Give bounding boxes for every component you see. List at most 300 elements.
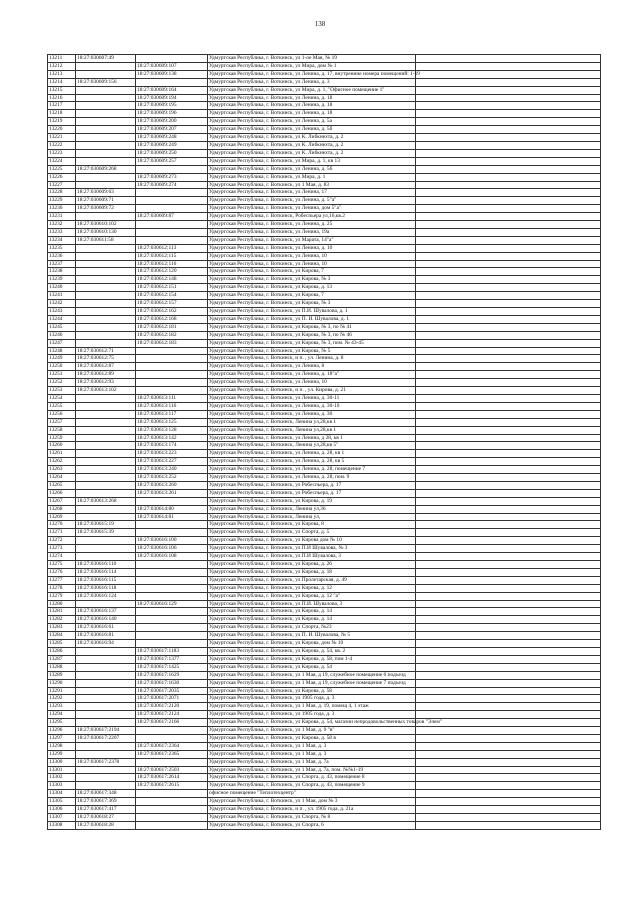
land-cadastral-number-cell — [76, 489, 136, 497]
table-row — [48, 647, 601, 655]
object-cadastral-number-cell — [136, 363, 208, 371]
row-number-cell: 13254 — [48, 394, 76, 402]
row-number-cell: 13240 — [48, 284, 76, 292]
table-row — [48, 774, 601, 782]
note-cell — [416, 608, 601, 616]
table-row — [48, 719, 601, 727]
address-cell: Удмуртская Республика, г. Воткинск, ул Ленина, 8 — [208, 363, 416, 371]
object-cadastral-number-cell — [136, 379, 208, 387]
address-cell: Удмуртская Республика, г. Воткинск, ул Робеспьера, д. 17 — [208, 481, 416, 489]
note-cell — [416, 727, 601, 735]
address-cell: офисное помещение "Теплотехцентр" — [208, 790, 416, 798]
object-cadastral-number-cell: 18:27:030617:2503 — [136, 766, 208, 774]
address-cell: Удмуртская Республика, г. Воткинск, ул Кирова, д. 19 — [208, 497, 416, 505]
row-number-cell: 13306 — [48, 806, 76, 814]
note-cell — [416, 766, 601, 774]
address-cell: Удмуртская Республика, г. Воткинск, ул П. И. Шувалова, д. 1 — [208, 315, 416, 323]
note-cell — [416, 663, 601, 671]
land-cadastral-number-cell: 18:27:030611:58 — [76, 236, 136, 244]
object-cadastral-number-cell: 18:27:030617:2035 — [136, 687, 208, 695]
object-cadastral-number-cell — [136, 78, 208, 86]
table-row — [48, 315, 601, 323]
object-cadastral-number-cell: 18:27:030609:250 — [136, 149, 208, 157]
object-cadastral-number-cell — [136, 608, 208, 616]
table-row — [48, 687, 601, 695]
land-cadastral-number-cell — [76, 300, 136, 308]
row-number-cell: 13301 — [48, 766, 76, 774]
table-row — [48, 213, 601, 221]
row-number-cell: 13272 — [48, 537, 76, 545]
row-number-cell: 13237 — [48, 260, 76, 268]
address-cell: Удмуртская Республика, г. Воткинск, ул Мира, д. 1, кв 13 — [208, 157, 416, 165]
address-cell: Удмуртская Республика, г. Воткинск, ул Ленина, д. 25 — [208, 221, 416, 229]
land-cadastral-number-cell — [76, 687, 136, 695]
row-number-cell: 13282 — [48, 616, 76, 624]
table-row — [48, 126, 601, 134]
note-cell — [416, 750, 601, 758]
row-number-cell: 13308 — [48, 821, 76, 829]
note-cell — [416, 553, 601, 561]
address-cell: Удмуртская Республика, г. Воткинск, ул К. Либкнехта, д. 2 — [208, 141, 416, 149]
object-cadastral-number-cell: 18:27:030612:168 — [136, 315, 208, 323]
object-cadastral-number-cell — [136, 228, 208, 236]
land-cadastral-number-cell — [76, 679, 136, 687]
table-row — [48, 363, 601, 371]
row-number-cell: 13227 — [48, 181, 76, 189]
row-number-cell: 13251 — [48, 371, 76, 379]
object-cadastral-number-cell: 18:27:030612:115 — [136, 252, 208, 260]
table-row — [48, 181, 601, 189]
object-cadastral-number-cell: 18:27:030612:182 — [136, 331, 208, 339]
note-cell — [416, 284, 601, 292]
address-cell: Удмуртская Республика, г. Воткинск, ул Ленина, д. 5"а" — [208, 197, 416, 205]
note-cell — [416, 821, 601, 829]
table-row — [48, 268, 601, 276]
land-cadastral-number-cell — [76, 719, 136, 727]
note-cell — [416, 292, 601, 300]
address-cell: Удмуртская Республика, г. Воткинск, ул Ленина, д. 5б — [208, 126, 416, 134]
object-cadastral-number-cell — [136, 568, 208, 576]
table-row — [48, 640, 601, 648]
address-cell: Удмуртская Республика, г. Воткинск, ул Кирова, № 3, пом. № 43-45 — [208, 339, 416, 347]
table-row — [48, 244, 601, 252]
row-number-cell: 13287 — [48, 655, 76, 663]
address-cell: Удмуртская Республика, г. Воткинск, ул Мира, д. 1 — [208, 173, 416, 181]
table-row — [48, 458, 601, 466]
address-cell: Удмуртская Республика, г. Воткинск, ул Кирова, д. 58 — [208, 687, 416, 695]
object-cadastral-number-cell — [136, 236, 208, 244]
object-cadastral-number-cell: 18:27:030612:148 — [136, 276, 208, 284]
land-cadastral-number-cell: 18:27:030617:348 — [76, 790, 136, 798]
note-cell — [416, 165, 601, 173]
land-cadastral-number-cell — [76, 442, 136, 450]
table-row — [48, 608, 601, 616]
address-cell: Удмуртская Республика, г. Воткинск, ул Ленина, д. 28, пом. 9 — [208, 474, 416, 482]
row-number-cell: 13229 — [48, 197, 76, 205]
address-cell: Удмуртская Республика, г. Воткинск, ул Кирова, д. 58, пом 1-4 — [208, 655, 416, 663]
row-number-cell: 13252 — [48, 379, 76, 387]
note-cell — [416, 410, 601, 418]
object-cadastral-number-cell — [136, 197, 208, 205]
table-row — [48, 157, 601, 165]
note-cell — [416, 568, 601, 576]
address-cell: Удмуртская Республика, г. Воткинск, ул Марата, 14"а" — [208, 236, 416, 244]
table-row — [48, 505, 601, 513]
address-cell: Удмуртская Республика, г. Воткинск, ул Ленина, д. 30-10 — [208, 402, 416, 410]
object-cadastral-number-cell: 18:27:030614:81 — [136, 513, 208, 521]
note-cell — [416, 394, 601, 402]
object-cadastral-number-cell: 18:27:030616:108 — [136, 553, 208, 561]
row-number-cell: 13219 — [48, 118, 76, 126]
land-cadastral-number-cell: 18:27:030609:268 — [76, 165, 136, 173]
land-cadastral-number-cell — [76, 695, 136, 703]
note-cell — [416, 624, 601, 632]
land-cadastral-number-cell — [76, 157, 136, 165]
land-cadastral-number-cell — [76, 292, 136, 300]
object-cadastral-number-cell: 18:27:030616:129 — [136, 600, 208, 608]
table-row — [48, 758, 601, 766]
row-number-cell: 13290 — [48, 679, 76, 687]
land-cadastral-number-cell — [76, 339, 136, 347]
note-cell — [416, 213, 601, 221]
row-number-cell: 13222 — [48, 141, 76, 149]
land-cadastral-number-cell — [76, 141, 136, 149]
table-row — [48, 766, 601, 774]
table-row — [48, 371, 601, 379]
object-cadastral-number-cell — [136, 806, 208, 814]
note-cell — [416, 521, 601, 529]
row-number-cell: 13246 — [48, 331, 76, 339]
table-row — [48, 165, 601, 173]
note-cell — [416, 647, 601, 655]
object-cadastral-number-cell: 18:27:030609:249 — [136, 141, 208, 149]
land-cadastral-number-cell: 18:27:030612:75 — [76, 355, 136, 363]
note-cell — [416, 458, 601, 466]
address-cell: Удмуртская Республика, г. Воткинск, ул Кирова, д. 58 в — [208, 734, 416, 742]
object-cadastral-number-cell: 18:27:030609:87 — [136, 213, 208, 221]
note-cell — [416, 62, 601, 70]
land-cadastral-number-cell: 18:27:030617:369 — [76, 798, 136, 806]
land-cadastral-number-cell: 18:27:030607:49 — [76, 55, 136, 63]
row-number-cell: 13288 — [48, 663, 76, 671]
land-cadastral-number-cell — [76, 513, 136, 521]
row-number-cell: 13277 — [48, 576, 76, 584]
note-cell — [416, 711, 601, 719]
note-cell — [416, 70, 601, 78]
object-cadastral-number-cell: 18:27:030613:240 — [136, 466, 208, 474]
note-cell — [416, 497, 601, 505]
note-cell — [416, 782, 601, 790]
table-row — [48, 323, 601, 331]
note-cell — [416, 268, 601, 276]
address-cell: Удмуртская Республика, г. Воткинск, ул Кирова, д. 54, магазин непродовольственных товаров "Элем" — [209, 719, 443, 726]
table-row — [48, 134, 601, 142]
object-cadastral-number-cell — [136, 529, 208, 537]
address-cell: Удмуртская Республика, г. Воткинск, ул Кирова, № 5 — [208, 347, 416, 355]
row-number-cell: 13273 — [48, 545, 76, 553]
object-cadastral-number-cell — [136, 790, 208, 798]
row-number-cell: 13218 — [48, 110, 76, 118]
table-row — [48, 537, 601, 545]
land-cadastral-number-cell: 18:27:030610:130 — [76, 228, 136, 236]
land-cadastral-number-cell — [76, 213, 136, 221]
row-number-cell: 13292 — [48, 695, 76, 703]
table-row — [48, 402, 601, 410]
row-number-cell: 13289 — [48, 671, 76, 679]
note-cell — [416, 481, 601, 489]
note-cell — [416, 157, 601, 165]
land-cadastral-number-cell: 18:27:030618:27 — [76, 814, 136, 822]
row-number-cell: 13293 — [48, 703, 76, 711]
address-cell: Удмуртская Республика, г. Воткинск, ул Кирова, № 3 — [208, 300, 416, 308]
land-cadastral-number-cell — [76, 331, 136, 339]
land-cadastral-number-cell: 18:27:030613:268 — [76, 497, 136, 505]
row-number-cell: 13242 — [48, 300, 76, 308]
note-cell — [416, 55, 601, 63]
row-number-cell: 13269 — [48, 513, 76, 521]
object-cadastral-number-cell: 18:27:030612:151 — [136, 284, 208, 292]
table-row — [48, 806, 601, 814]
address-cell: Удмуртская Республика, г. Воткинск, ул Кирова, д. 26 — [208, 561, 416, 569]
row-number-cell: 13278 — [48, 584, 76, 592]
table-row — [48, 418, 601, 426]
land-cadastral-number-cell: 18:27:030615:39 — [76, 529, 136, 537]
table-row — [48, 600, 601, 608]
object-cadastral-number-cell: 18:27:030613:128 — [136, 426, 208, 434]
land-cadastral-number-cell: 18:27:030612:89 — [76, 371, 136, 379]
object-cadastral-number-cell: 18:27:030609:257 — [136, 157, 208, 165]
address-cell: Удмуртская Республика, г. Воткинск, ул Ленина, д. 30 — [208, 410, 416, 418]
row-number-cell: 13285 — [48, 640, 76, 648]
land-cadastral-number-cell: 18:27:030609:72 — [76, 205, 136, 213]
object-cadastral-number-cell: 18:27:030609:274 — [136, 181, 208, 189]
row-number-cell: 13270 — [48, 521, 76, 529]
row-number-cell: 13263 — [48, 466, 76, 474]
address-cell: Удмуртская Республика, г. Воткинск, ул П.И. Шувалова, 3 — [208, 600, 416, 608]
address-cell: Удмуртская Республика, г. Воткинск, ул Ленина, д. 10 — [208, 244, 416, 252]
row-number-cell: 13297 — [48, 734, 76, 742]
table-row — [48, 94, 601, 102]
note-cell — [416, 466, 601, 474]
table-row — [48, 55, 601, 63]
note-cell — [416, 126, 601, 134]
row-number-cell: 13225 — [48, 165, 76, 173]
address-cell: Удмуртская Республика, г. Воткинск, ул Ленина, д. 18"а" — [208, 371, 416, 379]
row-number-cell: 13265 — [48, 481, 76, 489]
row-number-cell: 13226 — [48, 173, 76, 181]
table-row — [48, 790, 601, 798]
address-cell: Удмуртская Республика, г. Воткинск, ул Кирова, № 3, по № 46 — [208, 331, 416, 339]
table-row — [48, 521, 601, 529]
land-cadastral-number-cell — [76, 173, 136, 181]
object-cadastral-number-cell: 18:27:030617:1629 — [136, 671, 208, 679]
address-cell: Удмуртская Республика, г. Воткинск, ул Кирова, 7 — [208, 292, 416, 300]
land-cadastral-number-cell: 18:27:030613:102 — [76, 387, 136, 395]
object-cadastral-number-cell: 18:27:030617:2166 — [136, 719, 208, 727]
row-number-cell: 13283 — [48, 624, 76, 632]
land-cadastral-number-cell: 18:27:030616:140 — [76, 616, 136, 624]
object-cadastral-number-cell: 18:27:030613:260 — [136, 481, 208, 489]
note-cell — [416, 584, 601, 592]
note-cell — [416, 402, 601, 410]
note-cell — [416, 640, 601, 648]
note-cell — [416, 102, 601, 110]
row-number-cell: 13250 — [48, 363, 76, 371]
row-number-cell: 13215 — [48, 86, 76, 94]
object-cadastral-number-cell: 18:27:030617:1425 — [136, 663, 208, 671]
land-cadastral-number-cell — [76, 410, 136, 418]
row-number-cell: 13228 — [48, 189, 76, 197]
note-cell — [416, 600, 601, 608]
land-cadastral-number-cell — [76, 537, 136, 545]
object-cadastral-number-cell — [136, 347, 208, 355]
row-number-cell: 13302 — [48, 774, 76, 782]
table-row — [48, 86, 601, 94]
land-cadastral-number-cell: 18:27:030616:94 — [76, 640, 136, 648]
row-number-cell: 13221 — [48, 134, 76, 142]
address-cell: Удмуртская Республика, г. Воткинск, ул Кирова дом № 10 — [208, 537, 416, 545]
land-cadastral-number-cell: 18:27:030609:156 — [76, 78, 136, 86]
address-cell: Удмуртская Республика, г. Воткинск, ул Робеспьера, д. 17 — [208, 489, 416, 497]
row-number-cell: 13260 — [48, 442, 76, 450]
land-cadastral-number-cell: 18:27:030617:417 — [76, 806, 136, 814]
object-cadastral-number-cell — [136, 387, 208, 395]
address-cell: Удмуртская Республика, г. Воткинск, ул Ленина, дом 5"а" — [208, 205, 416, 213]
land-cadastral-number-cell — [76, 308, 136, 316]
land-cadastral-number-cell — [76, 252, 136, 260]
address-cell: Удмуртская Республика, г. Воткинск, ул Кирова, д. 14 — [208, 608, 416, 616]
note-cell — [416, 695, 601, 703]
row-number-cell: 13305 — [48, 798, 76, 806]
land-cadastral-number-cell — [76, 458, 136, 466]
row-number-cell: 13236 — [48, 252, 76, 260]
table-row — [48, 679, 601, 687]
table-row — [48, 632, 601, 640]
address-cell: Удмуртская Республика, г. Воткинск, ул Ленина, д. 28, кв 5 — [208, 458, 416, 466]
object-cadastral-number-cell — [136, 584, 208, 592]
land-cadastral-number-cell: 18:27:030616:124 — [76, 592, 136, 600]
land-cadastral-number-cell: 18:27:030616:114 — [76, 568, 136, 576]
land-cadastral-number-cell — [76, 466, 136, 474]
row-number-cell: 13284 — [48, 632, 76, 640]
row-number-cell: 13239 — [48, 276, 76, 284]
row-number-cell: 13257 — [48, 418, 76, 426]
object-cadastral-number-cell: 18:27:030609:200 — [136, 118, 208, 126]
address-cell: Удмуртская Республика, г. Воткинск, ул Ленина, 10 — [208, 260, 416, 268]
note-cell — [416, 687, 601, 695]
address-cell: Удмуртская Республика, г. Воткинск, ул 1 Мая, д. 9 "в" — [208, 727, 416, 735]
row-number-cell: 13276 — [48, 568, 76, 576]
table-row — [48, 513, 601, 521]
row-number-cell: 13232 — [48, 221, 76, 229]
table-row — [48, 814, 601, 822]
address-cell: Удмуртская Республика, г. Воткинск, ул Пролетарская, д. 49 — [208, 576, 416, 584]
row-number-cell: 13249 — [48, 355, 76, 363]
land-cadastral-number-cell: 18:27:030617:2378 — [76, 758, 136, 766]
object-cadastral-number-cell — [136, 165, 208, 173]
land-cadastral-number-cell — [76, 742, 136, 750]
note-cell — [416, 719, 601, 727]
land-cadastral-number-cell — [76, 434, 136, 442]
note-cell — [416, 118, 601, 126]
address-cell: Удмуртская Республика, г. Воткинск, ул Кирова, д. 14 — [208, 616, 416, 624]
note-cell — [416, 561, 601, 569]
address-cell: Удмуртская Республика, г. Воткинск, ул Кирова, 8 — [208, 521, 416, 529]
address-cell: Удмуртская Республика, г. Воткинск, ул 1 Мая, д. 3 — [208, 750, 416, 758]
table-row — [48, 70, 601, 78]
address-cell: Удмуртская Республика, г. Воткинск, ул Ленина, д. 28, кв 1 — [208, 450, 416, 458]
table-row — [48, 734, 601, 742]
address-cell: Удмуртская Республика, г. Воткинск, ул 1 Мая, д 19, служебное помещение 7 подъезд — [208, 679, 416, 687]
object-cadastral-number-cell: 18:27:030616:100 — [136, 537, 208, 545]
note-cell — [416, 806, 601, 814]
object-cadastral-number-cell — [136, 758, 208, 766]
table-row — [48, 671, 601, 679]
note-cell — [416, 363, 601, 371]
table-row — [48, 331, 601, 339]
table-row — [48, 252, 601, 260]
land-cadastral-number-cell — [76, 655, 136, 663]
object-cadastral-number-cell — [136, 561, 208, 569]
address-cell: Удмуртская Республика, г. Воткинск, ул Ленина, д. 18 — [208, 110, 416, 118]
address-cell: Удмуртская Республика, г. Воткинск, ул П.И Шувалова, 3 — [208, 553, 416, 561]
land-cadastral-number-cell: 18:27:030610:102 — [76, 221, 136, 229]
object-cadastral-number-cell: 18:27:030613:116 — [136, 402, 208, 410]
note-cell — [416, 197, 601, 205]
address-cell: Удмуртская Республика, г. Воткинск, ул 1 Мая, д 19, служебное помещение 6 подъезд — [208, 671, 416, 679]
object-cadastral-number-cell: 18:27:030613:174 — [136, 442, 208, 450]
object-cadastral-number-cell — [136, 189, 208, 197]
object-cadastral-number-cell: 18:27:030613:125 — [136, 418, 208, 426]
object-cadastral-number-cell: 18:27:030617:2615 — [136, 782, 208, 790]
land-cadastral-number-cell — [76, 663, 136, 671]
address-cell: Удмуртская Республика, г. Воткинск, ул 1 Мая, д. 19, помещ 4, 1 этаж — [208, 703, 416, 711]
row-number-cell: 13214 — [48, 78, 76, 86]
address-cell: Удмуртская Республика, г. Воткинск, Ленина ул,28,кв 1 — [208, 418, 416, 426]
land-cadastral-number-cell — [76, 647, 136, 655]
land-cadastral-number-cell: 18:27:030616:110 — [76, 561, 136, 569]
row-number-cell: 13211 — [48, 55, 76, 63]
note-cell — [416, 742, 601, 750]
land-cadastral-number-cell — [76, 505, 136, 513]
land-cadastral-number-cell — [76, 315, 136, 323]
land-cadastral-number-cell — [76, 600, 136, 608]
table-row — [48, 141, 601, 149]
object-cadastral-number-cell — [136, 497, 208, 505]
table-row — [48, 308, 601, 316]
address-cell: Удмуртская Республика, г. Воткинск, ул Ленина, д. 3 — [208, 78, 416, 86]
table-row — [48, 292, 601, 300]
object-cadastral-number-cell — [136, 521, 208, 529]
address-cell: Удмуртская Республика, г. Воткинск, ул Ленина, д. 5б — [208, 165, 416, 173]
object-cadastral-number-cell: 18:27:030617:2614 — [136, 774, 208, 782]
land-cadastral-number-cell: 18:27:030612:87 — [76, 363, 136, 371]
address-cell: Удмуртская Республика, г. Воткинск, ул Кирова, д. 18 — [208, 568, 416, 576]
row-number-cell: 13223 — [48, 149, 76, 157]
object-cadastral-number-cell: 18:27:030614:80 — [136, 505, 208, 513]
land-cadastral-number-cell — [76, 102, 136, 110]
object-cadastral-number-cell: 18:27:030613:261 — [136, 489, 208, 497]
object-cadastral-number-cell: 18:27:030617:1377 — [136, 655, 208, 663]
table-row — [48, 434, 601, 442]
table-row — [48, 616, 601, 624]
row-number-cell: 13233 — [48, 228, 76, 236]
table-row — [48, 782, 601, 790]
row-number-cell: 13294 — [48, 711, 76, 719]
note-cell — [416, 252, 601, 260]
row-number-cell: 13271 — [48, 529, 76, 537]
row-number-cell: 13279 — [48, 592, 76, 600]
